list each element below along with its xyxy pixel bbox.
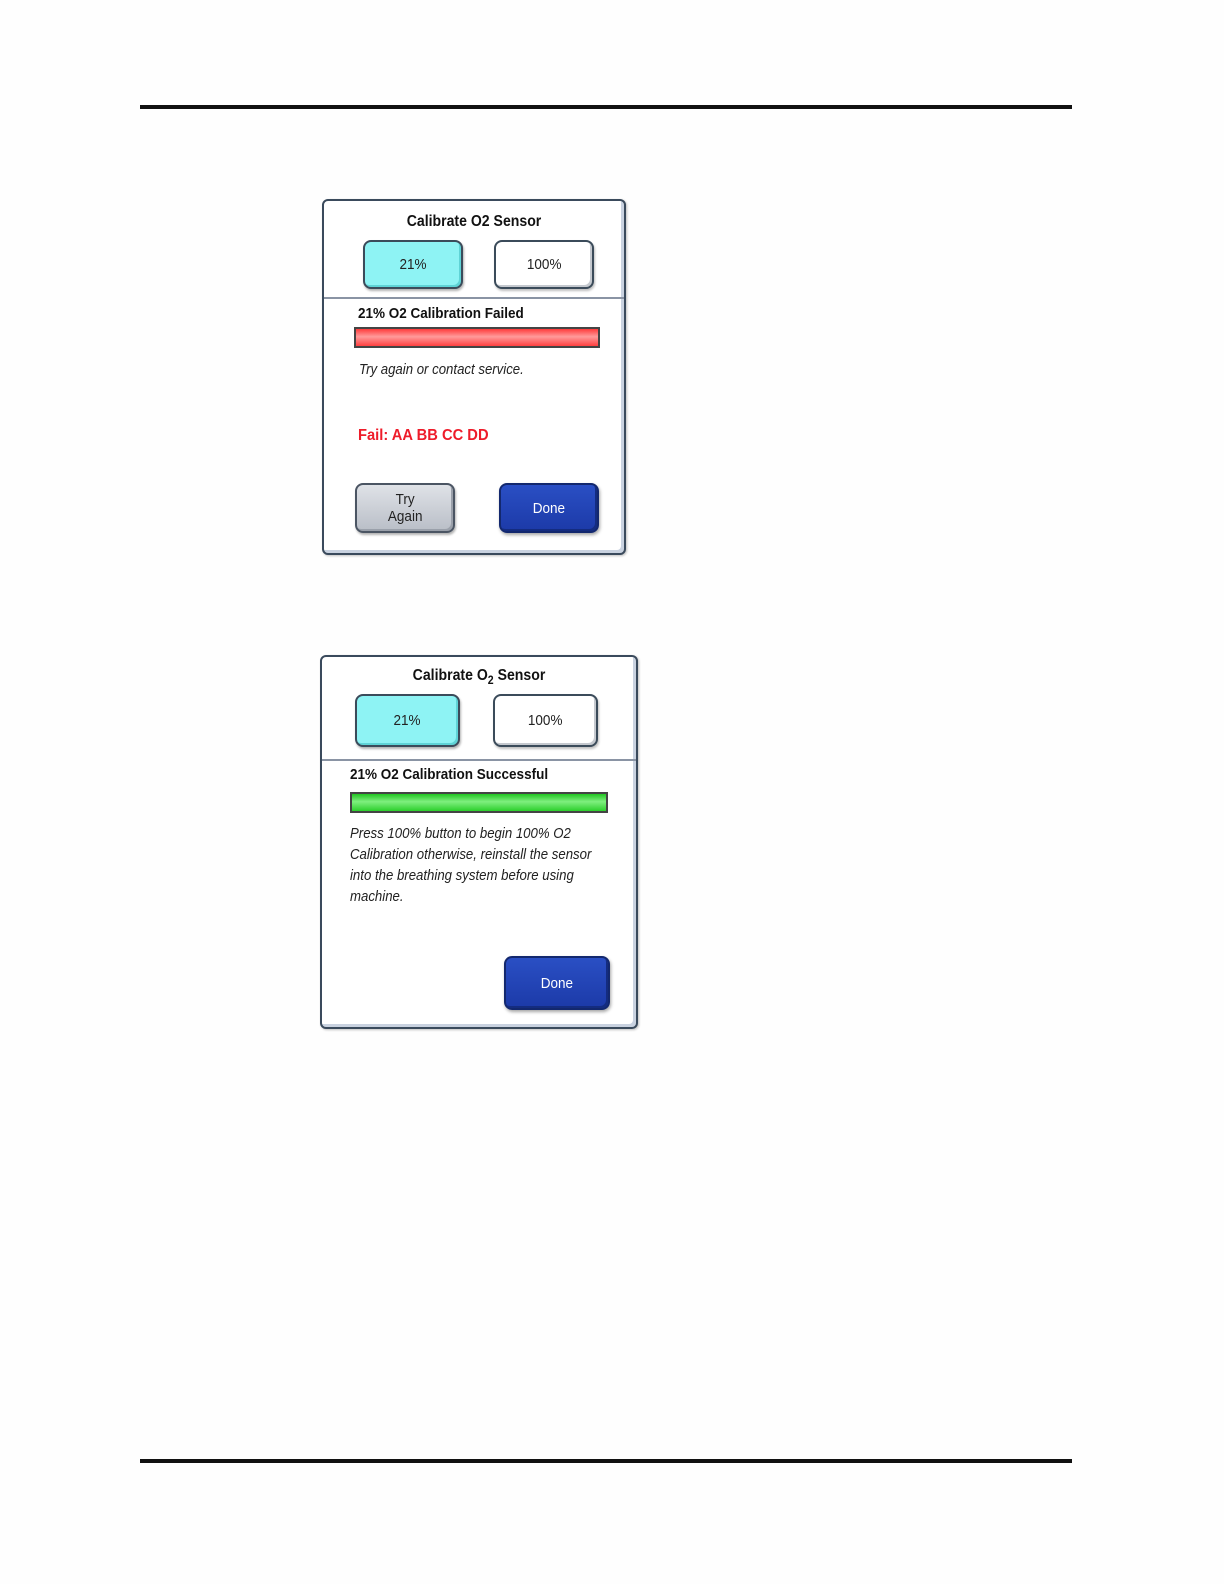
progress-fill xyxy=(356,329,598,346)
divider xyxy=(322,759,636,761)
title-subscript: 2 xyxy=(487,673,494,687)
title-suffix: Sensor xyxy=(493,667,546,684)
100-percent-label: 100% xyxy=(528,712,563,729)
100-percent-button[interactable] xyxy=(494,240,594,289)
done-button[interactable] xyxy=(504,956,610,1010)
try-again-label: Try Again xyxy=(387,491,423,525)
try-again-button[interactable] xyxy=(355,483,455,533)
done-label: Done xyxy=(540,974,574,992)
fail-code-text: Fail: AA BB CC DD xyxy=(358,427,489,444)
21-percent-label: 21% xyxy=(399,256,427,273)
progress-fill xyxy=(352,794,606,811)
status-title: 21% O2 Calibration Successful xyxy=(350,766,549,783)
footer-rule xyxy=(140,1459,1072,1463)
title-prefix: Calibrate O xyxy=(412,667,488,684)
21-percent-label: 21% xyxy=(393,712,422,729)
status-message: Press 100% button to begin 100% O2 Calibration otherwise, reinstall the sensor into the breathing system before using machine. xyxy=(350,825,592,905)
done-label: Done xyxy=(532,499,566,517)
21-percent-button[interactable] xyxy=(363,240,463,289)
calibration-success-panel xyxy=(320,655,638,1029)
21-percent-button[interactable] xyxy=(355,694,460,747)
done-button[interactable] xyxy=(499,483,599,533)
header-rule xyxy=(140,105,1072,109)
status-message: Try again or contact service. xyxy=(359,361,524,378)
calibration-progress-bar xyxy=(350,792,608,813)
panel-title: Calibrate O2 Sensor xyxy=(406,213,542,230)
calibration-failed-panel xyxy=(322,199,626,555)
calibration-progress-bar xyxy=(354,327,600,348)
100-percent-label: 100% xyxy=(526,256,562,273)
100-percent-button[interactable] xyxy=(493,694,598,747)
status-title: 21% O2 Calibration Failed xyxy=(358,305,524,322)
panel-title xyxy=(341,667,617,685)
divider xyxy=(324,297,624,299)
